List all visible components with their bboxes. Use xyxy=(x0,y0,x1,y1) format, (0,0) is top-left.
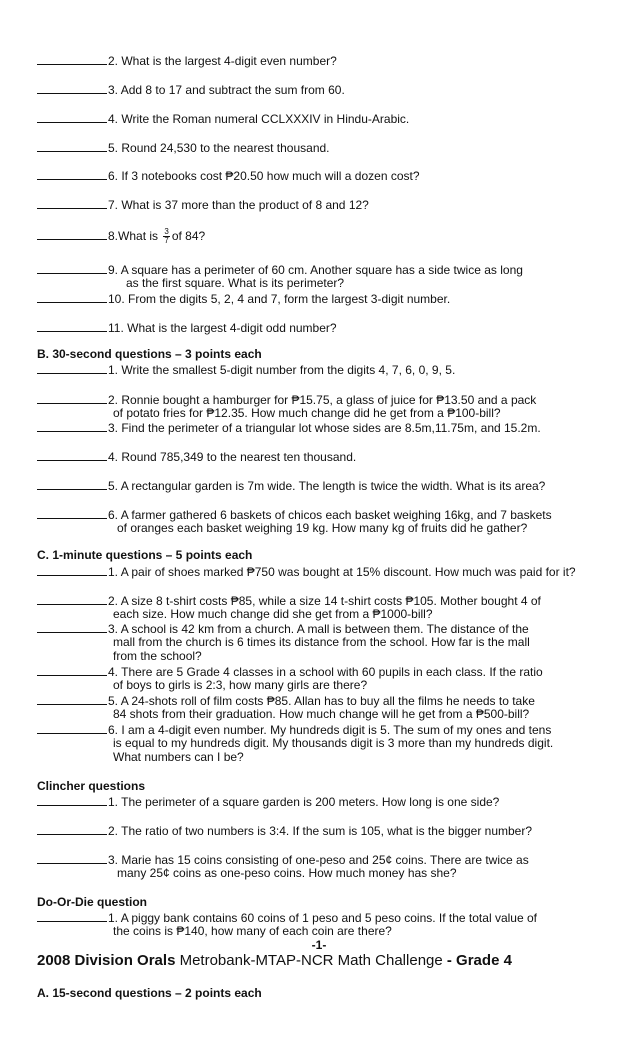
question-clincher3: 3. Marie has 15 coins consisting of one-peso and 25¢ coins. There are twice as xyxy=(37,852,529,867)
answer-blank[interactable] xyxy=(37,111,107,123)
question-c4-cont: of boys to girls is 2:3, how many girls are there? xyxy=(113,678,368,692)
answer-blank[interactable] xyxy=(37,794,107,806)
question-a2: 2. What is the largest 4-digit even number? xyxy=(37,53,337,68)
question-b6-cont: of oranges each basket weighing 19 kg. How many kg of fruits did he gather? xyxy=(117,521,528,535)
answer-blank[interactable] xyxy=(37,478,107,490)
answer-blank[interactable] xyxy=(37,362,107,374)
question-doordie1: 1. A piggy bank contains 60 coins of 1 peso and 5 peso coins. If the total value of xyxy=(37,910,537,925)
answer-blank[interactable] xyxy=(37,852,107,864)
answer-blank[interactable] xyxy=(37,291,107,303)
question-a9-cont: as the first square. What is its perimeter? xyxy=(126,276,345,290)
document-title: 2008 Division Orals Metrobank-MTAP-NCR Math Challenge - Grade 4 xyxy=(37,952,512,969)
question-b1: 1. Write the smallest 5-digit number from the digits 4, 7, 6, 0, 9, 5. xyxy=(37,362,455,377)
question-c5: 5. A 24-shots roll of film costs ₱85. Allan has to buy all the films he needs to take xyxy=(37,693,535,708)
question-a4: 4. Write the Roman numeral CCLXXXIV in Hindu-Arabic. xyxy=(37,111,409,126)
answer-blank[interactable] xyxy=(37,722,107,734)
answer-blank[interactable] xyxy=(37,593,107,605)
answer-blank[interactable] xyxy=(37,449,107,461)
question-c3-cont: mall from the church is 6 times its distance from the school. How far is the mall xyxy=(113,635,530,649)
question-c6-cont: is equal to my hundreds digit. My thousands digit is 3 more than my hundreds digit. xyxy=(113,736,554,750)
question-a11: 11. What is the largest 4-digit odd number? xyxy=(37,320,337,335)
answer-blank[interactable] xyxy=(37,197,107,209)
answer-blank[interactable] xyxy=(37,82,107,94)
fraction: $\frac{3}{7}$ xyxy=(164,227,169,246)
question-clincher3-cont: many 25¢ coins as one-peso coins. How much money has she? xyxy=(117,866,457,880)
question-b5: 5. A rectangular garden is 7m wide. The length is twice the width. What is its area? xyxy=(37,478,545,493)
answer-blank[interactable] xyxy=(37,228,107,240)
answer-blank[interactable] xyxy=(37,53,107,65)
doordie-heading: Do-Or-Die question xyxy=(37,895,147,909)
question-c6-cont2: What numbers can I be? xyxy=(113,750,244,764)
question-b3: 3. Find the perimeter of a triangular lot whose sides are 8.5m,11.75m, and 15.2m. xyxy=(37,420,541,435)
question-c2-cont: each size. How much change did she get from a ₱1000-bill? xyxy=(113,607,433,621)
question-b6: 6. A farmer gathered 6 baskets of chicos each basket weighing 16kg, and 7 baskets xyxy=(37,507,552,522)
answer-blank[interactable] xyxy=(37,507,107,519)
answer-blank[interactable] xyxy=(37,420,107,432)
section-c-heading: C. 1-minute questions – 5 points each xyxy=(37,548,253,562)
question-doordie1-cont: the coins is ₱140, how many of each coin are there? xyxy=(113,924,392,938)
page-number: -1- xyxy=(311,938,327,952)
question-a3: 3. Add 8 to 17 and subtract the sum from 60. xyxy=(37,82,345,97)
question-c3-cont2: from the school? xyxy=(113,649,202,663)
answer-blank[interactable] xyxy=(37,823,107,835)
question-clincher1: 1. The perimeter of a square garden is 200 meters. How long is one side? xyxy=(37,794,499,809)
question-b2-cont: of potato fries for ₱12.35. How much change did he get from a ₱100-bill? xyxy=(113,406,501,420)
question-a7: 7. What is 37 more than the product of 8 and 12? xyxy=(37,197,369,212)
answer-blank[interactable] xyxy=(37,621,107,633)
question-c5-cont: 84 shots from their graduation. How much change will he get from a ₱500-bill? xyxy=(113,707,530,721)
question-a6: 6. If 3 notebooks cost ₱20.50 how much will a dozen cost? xyxy=(37,168,420,183)
question-a5: 5. Round 24,530 to the nearest thousand. xyxy=(37,140,330,155)
answer-blank[interactable] xyxy=(37,664,107,676)
answer-blank[interactable] xyxy=(37,693,107,705)
section-a-heading: A. 15-second questions – 2 points each xyxy=(37,986,262,1000)
question-c4: 4. There are 5 Grade 4 classes in a school with 60 pupils in each class. If the ratio xyxy=(37,664,543,679)
question-b4: 4. Round 785,349 to the nearest ten thousand. xyxy=(37,449,356,464)
answer-blank[interactable] xyxy=(37,564,107,576)
question-b2: 2. Ronnie bought a hamburger for ₱15.75, a glass of juice for ₱13.50 and a pack xyxy=(37,392,536,407)
answer-blank[interactable] xyxy=(37,262,107,274)
answer-blank[interactable] xyxy=(37,320,107,332)
question-c6: 6. I am a 4-digit even number. My hundreds digit is 5. The sum of my ones and tens xyxy=(37,722,551,737)
answer-blank[interactable] xyxy=(37,168,107,180)
question-c3: 3. A school is 42 km from a church. A mall is between them. The distance of the xyxy=(37,621,529,636)
section-b-heading: B. 30-second questions – 3 points each xyxy=(37,347,262,361)
question-clincher2: 2. The ratio of two numbers is 3:4. If the sum is 105, what is the bigger number? xyxy=(37,823,532,838)
answer-blank[interactable] xyxy=(37,392,107,404)
clincher-heading: Clincher questions xyxy=(37,779,146,793)
question-c1: 1. A pair of shoes marked ₱750 was bought at 15% discount. How much was paid for it? xyxy=(37,564,576,579)
question-a10: 10. From the digits 5, 2, 4 and 7, form the largest 3-digit number. xyxy=(37,291,450,306)
answer-blank[interactable] xyxy=(37,910,107,922)
question-a8: 8.What is $\frac{3}{7}$ of 84? xyxy=(37,228,205,245)
answer-blank[interactable] xyxy=(37,140,107,152)
question-c2: 2. A size 8 t-shirt costs ₱85, while a size 14 t-shirt costs ₱105. Mother bought 4 of xyxy=(37,593,541,608)
question-a9: 9. A square has a perimeter of 60 cm. Another square has a side twice as long xyxy=(37,262,523,277)
